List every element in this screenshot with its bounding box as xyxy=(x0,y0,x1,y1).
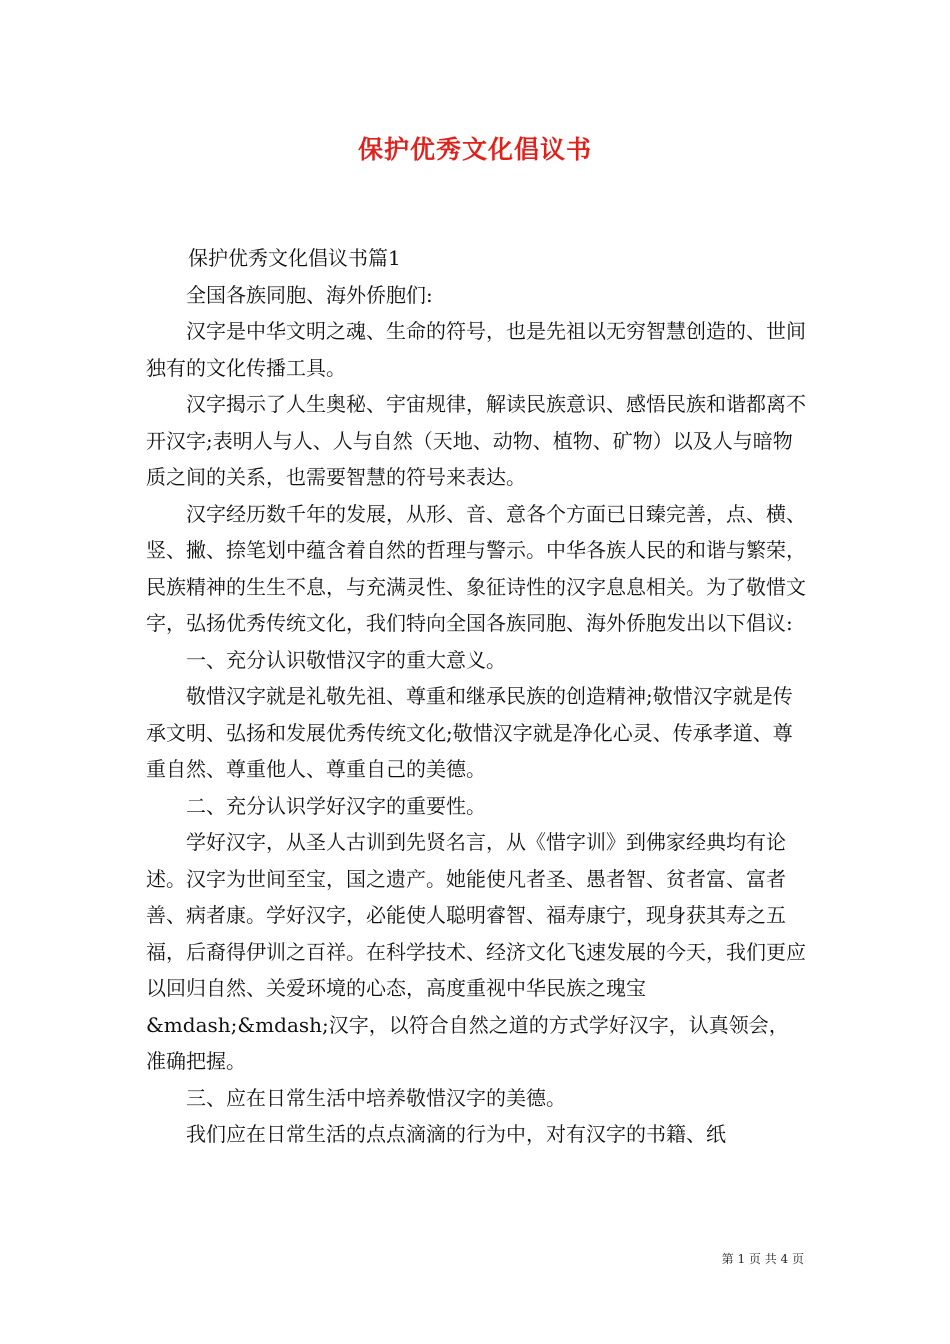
subheading: 二、充分认识学好汉字的重要性。 xyxy=(186,793,486,818)
section-heading: 保护优秀文化倡议书篇1 xyxy=(188,246,401,270)
paragraph: 汉字是中华文明之魂、生命的符号，也是先祖以无穷智慧创造的、世间独有的文化传播工具。 xyxy=(146,319,806,380)
paragraph: 学好汉字，从圣人古训到先贤名言，从《惜字训》到佛家经典均有论述。汉字为世间至宝，国之遗产。她能使凡者圣、愚者智、贫者富、富者善、病者康。学好汉字，必能使人聪明睿智、福寿康宁，现身获其寿之五福，后裔得伊训之百祥。在科学技术、经济文化飞速发展的今天，我们更应以回归自然、关爱环境的心态，高度重视中华民族之瑰宝&mdash;&mdash;汉字，以符合自然之道的方式学好汉字，认真领会，准确把握。 xyxy=(146,830,806,1073)
paragraph: 敬惜汉字就是礼敬先祖、尊重和继承民族的创造精神;敬惜汉字就是传承文明、弘扬和发展优秀传统文化;敬惜汉字就是净化心灵、传承孝道、尊重自然、尊重他人、尊重自己的美德。 xyxy=(146,684,793,781)
paragraph: 汉字揭示了人生奥秘、宇宙规律，解读民族意识、感悟民族和谐都离不开汉字;表明人与人、人与自然（天地、动物、植物、矿物）以及人与暗物质之间的关系，也需要智慧的符号来表达。 xyxy=(146,392,806,489)
page-number-footer: 第 1 页 共 4 页 xyxy=(721,1252,804,1266)
paragraph: 我们应在日常生活的点点滴滴的行为中，对有汉字的书籍、纸 xyxy=(186,1122,726,1146)
paragraph: 汉字经历数千年的发展，从形、音、意各个方面已日臻完善，点、横、竖、撇、捺笔划中蕴含着自然的哲理与警示。中华各族人民的和谐与繁荣，民族精神的生生不息，与充满灵性、象征诗性的汉字息息相关。为了敬惜文字，弘扬优秀传统文化，我们特向全国各族同胞、海外侨胞发出以下倡议: xyxy=(146,501,806,635)
document-title: 保护优秀文化倡议书 xyxy=(357,135,592,164)
subheading: 一、充分认识敬惜汉字的重大意义。 xyxy=(186,647,506,672)
document-body xyxy=(146,240,806,1153)
subheading: 三、应在日常生活中培养敬惜汉字的美德。 xyxy=(186,1085,566,1110)
salutation: 全国各族同胞、海外侨胞们: xyxy=(186,282,433,307)
